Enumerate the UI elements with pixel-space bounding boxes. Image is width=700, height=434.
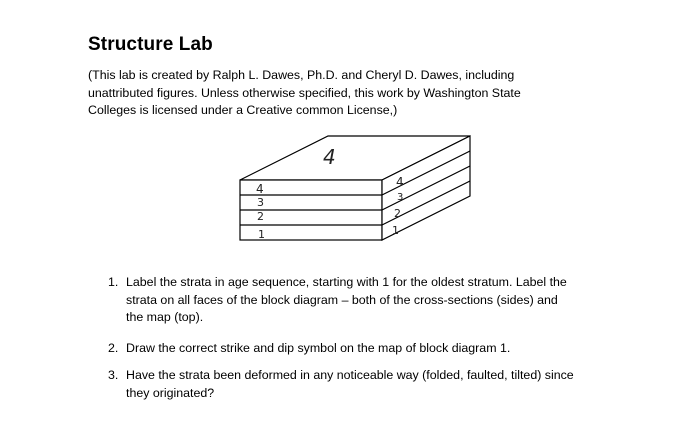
question-line: they originated? xyxy=(126,385,215,400)
intro-line-1: (This lab is created by Ralph L. Dawes, Ph.D. and Cheryl D. Dawes, including xyxy=(88,68,515,82)
question-text xyxy=(126,367,628,402)
right-stratum-label: 3 xyxy=(397,192,404,203)
question-number: 2. xyxy=(108,340,119,355)
right-stratum-label: 1 xyxy=(392,224,399,237)
question-line: Have the strata been deformed in any noticeable way (folded, faulted, tilted) since xyxy=(126,368,574,382)
left-stratum-label: 2 xyxy=(257,210,264,223)
right-stratum-label: 2 xyxy=(394,207,401,220)
question-number: 1. xyxy=(108,275,119,289)
left-stratum-label: 4 xyxy=(256,182,264,196)
question-item xyxy=(108,367,628,402)
question-item xyxy=(108,340,628,358)
question-line: strata on all faces of the block diagram – both of the cross-sections (sides) and xyxy=(126,292,558,307)
top-face-label: 4 xyxy=(323,145,336,169)
question-text xyxy=(126,274,628,327)
intro-line-3: Colleges is licensed under a Creative common License,) xyxy=(88,103,398,117)
right-stratum-label: 4 xyxy=(396,175,404,189)
left-stratum-label: 1 xyxy=(258,228,265,241)
page-title: Structure Lab xyxy=(88,34,213,55)
question-item xyxy=(108,274,628,327)
question-line: Draw the correct strike and dip symbol on the map of block diagram 1. xyxy=(126,340,511,355)
question-number: 3. xyxy=(108,368,119,382)
question-line: Label the strata in age sequence, starting with 1 for the oldest stratum. Label the xyxy=(126,275,567,289)
question-list xyxy=(108,274,628,402)
left-stratum-label: 3 xyxy=(257,196,264,209)
question-line: the map (top). xyxy=(126,310,204,324)
block-diagram xyxy=(230,126,480,246)
intro-paragraph xyxy=(88,67,588,120)
question-text xyxy=(126,340,628,358)
intro-line-2: unattributed figures. Unless otherwise specified, this work by Washington State xyxy=(88,85,521,100)
